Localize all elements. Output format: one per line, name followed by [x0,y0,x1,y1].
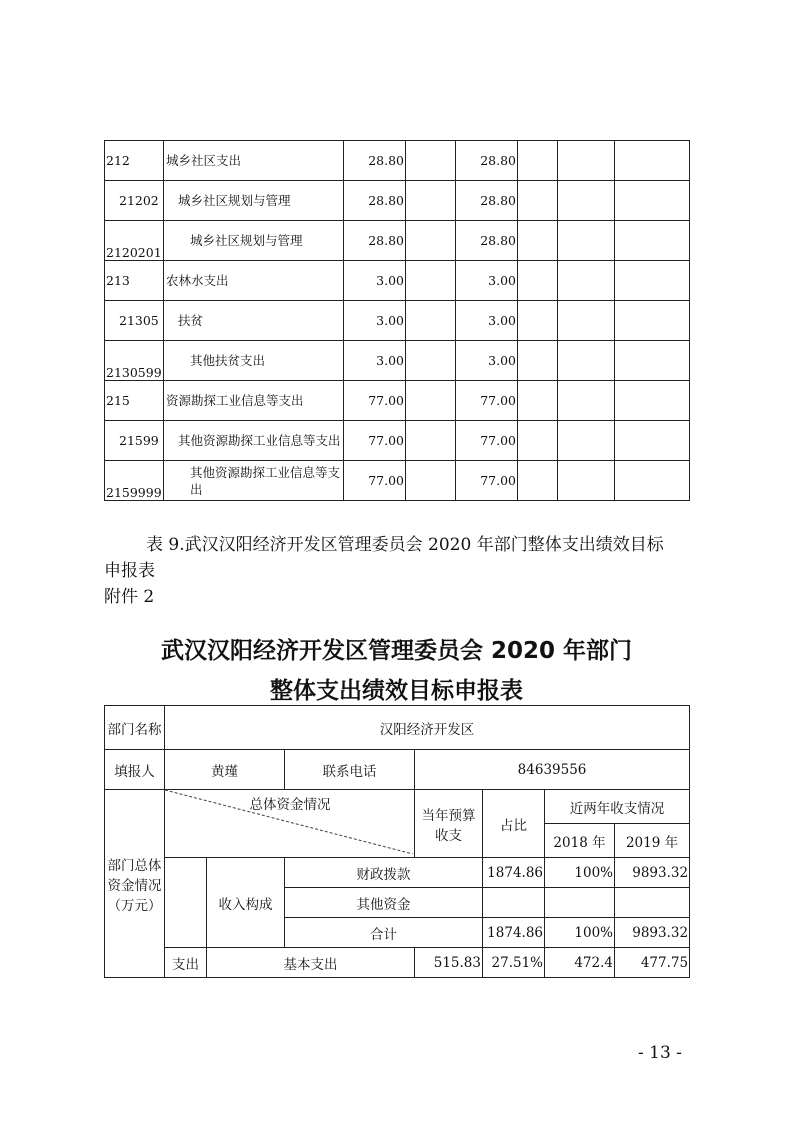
page-number: - 13 - [638,1043,682,1063]
empty-cell [518,421,558,461]
code-cell: 21599 [105,421,164,461]
value-cell: 77.00 [456,421,518,461]
empty-cell [558,221,615,261]
empty-cell [406,141,456,181]
expenditure-table [104,140,690,501]
empty-cell [518,341,558,381]
attachment-label: 附件 2 [104,587,155,607]
code-cell: 212 [105,141,164,181]
y2018-cell [615,888,690,918]
table-row [105,301,690,341]
value-cell: 77.00 [344,461,406,501]
y2018-cell: 9893.32 [615,858,690,888]
table-row [105,261,690,301]
empty-cell [406,301,456,341]
value-cell: 77.00 [344,381,406,421]
empty-cell [615,461,690,501]
name-cell: 其他扶贫支出 [164,341,344,381]
y2019-cell: 477.75 [615,948,690,978]
dept-name-value: 汉阳经济开发区 [165,706,690,750]
phone-value: 84639556 [415,750,690,790]
income-label: 收入构成 [207,858,285,948]
overall-funds-label [105,790,165,978]
table-row [105,141,690,181]
funds-header-cell [165,790,415,858]
value-cell: 3.00 [344,261,406,301]
value-cell: 28.80 [456,221,518,261]
row-fiscal [105,858,690,888]
empty-cell [615,421,690,461]
empty-cell [406,341,456,381]
empty-cell [558,341,615,381]
empty-cell [615,181,690,221]
budget-cell: 1874.86 [483,918,545,948]
y2018-cell: 472.4 [545,948,615,978]
ratio-header: 占比 [483,790,545,858]
name-cell: 资源勘探工业信息等支出 [164,381,344,421]
budget-cell: 1874.86 [483,858,545,888]
code-cell: 21202 [105,181,164,221]
value-cell: 28.80 [456,181,518,221]
value-cell: 77.00 [456,461,518,501]
row-name: 基本支出 [207,948,415,978]
table-row [105,381,690,421]
caption-line-1: 表 9.武汉汉阳经济开发区管理委员会 2020 年部门整体支出绩效目标 [146,535,664,555]
income-spacer [165,858,207,948]
empty-cell [518,301,558,341]
filler-value: 黄瑾 [165,750,285,790]
value-cell: 28.80 [456,141,518,181]
name-cell: 其他资源勘探工业信息等支出 [164,421,344,461]
empty-cell [615,141,690,181]
dept-name-label: 部门名称 [105,706,165,750]
budget-cell: 515.83 [415,948,483,978]
empty-cell [558,381,615,421]
empty-cell [518,261,558,301]
row-name: 财政拨款 [285,858,483,888]
code-cell: 213 [105,261,164,301]
empty-cell [615,301,690,341]
year-2019-header: 2019 年 [615,824,690,858]
value-cell: 3.00 [456,301,518,341]
page-title: 武汉汉阳经济开发区管理委员会 2020 年部门 [160,638,633,664]
budget-header: 当年预算收支 [415,790,483,858]
page-subtitle: 整体支出绩效目标申报表 [270,678,523,704]
ratio-cell [545,888,615,918]
empty-cell [558,461,615,501]
empty-cell [615,261,690,301]
row-name: 其他资金 [285,888,483,918]
empty-cell [615,221,690,261]
row-basic [105,948,690,978]
recent-header: 近两年收支情况 [545,790,690,824]
name-cell: 其他资源勘探工业信息等支出 [164,461,344,501]
caption-line-2: 申报表 [104,561,155,581]
empty-cell [406,181,456,221]
value-cell: 28.80 [344,141,406,181]
table-row [105,461,690,501]
empty-cell [518,141,558,181]
empty-cell [406,261,456,301]
value-cell: 28.80 [344,181,406,221]
empty-cell [558,141,615,181]
empty-cell [558,301,615,341]
phone-label: 联系电话 [285,750,415,790]
empty-cell [615,341,690,381]
empty-cell [558,181,615,221]
code-cell: 2130599 [105,341,164,381]
ratio-cell: 100% [545,918,615,948]
name-cell: 扶贫 [164,301,344,341]
funds-header: 总体资金情况 [249,797,331,813]
y2018-cell: 9893.32 [615,918,690,948]
name-cell: 城乡社区规划与管理 [164,221,344,261]
code-cell: 215 [105,381,164,421]
code-cell: 2159999 [105,461,164,501]
row-name: 合计 [285,918,483,948]
overall-funds-text: 部门总体资金情况（万元） [107,857,162,914]
name-cell: 农林水支出 [164,261,344,301]
performance-target-table [104,705,690,978]
value-cell: 3.00 [456,341,518,381]
ratio-cell: 100% [545,858,615,888]
value-cell: 3.00 [456,261,518,301]
empty-cell [558,261,615,301]
table-row [105,341,690,381]
code-cell: 21305 [105,301,164,341]
ratio-cell: 27.51% [483,948,545,978]
empty-cell [518,381,558,421]
value-cell: 77.00 [344,421,406,461]
value-cell: 28.80 [344,221,406,261]
value-cell: 3.00 [344,341,406,381]
table-row [105,181,690,221]
table-caption [104,532,704,610]
empty-cell [406,461,456,501]
empty-cell [558,421,615,461]
empty-cell [518,221,558,261]
name-cell: 城乡社区规划与管理 [164,181,344,221]
empty-cell [406,381,456,421]
code-cell: 2120201 [105,221,164,261]
empty-cell [406,421,456,461]
filler-label: 填报人 [105,750,165,790]
expense-label: 支出 [165,948,207,978]
empty-cell [518,461,558,501]
empty-cell [518,181,558,221]
empty-cell [406,221,456,261]
value-cell: 77.00 [456,381,518,421]
table-row [105,221,690,261]
table-row [105,421,690,461]
budget-cell [483,888,545,918]
year-2018-header: 2018 年 [545,824,615,858]
empty-cell [615,381,690,421]
name-cell: 城乡社区支出 [164,141,344,181]
value-cell: 3.00 [344,301,406,341]
